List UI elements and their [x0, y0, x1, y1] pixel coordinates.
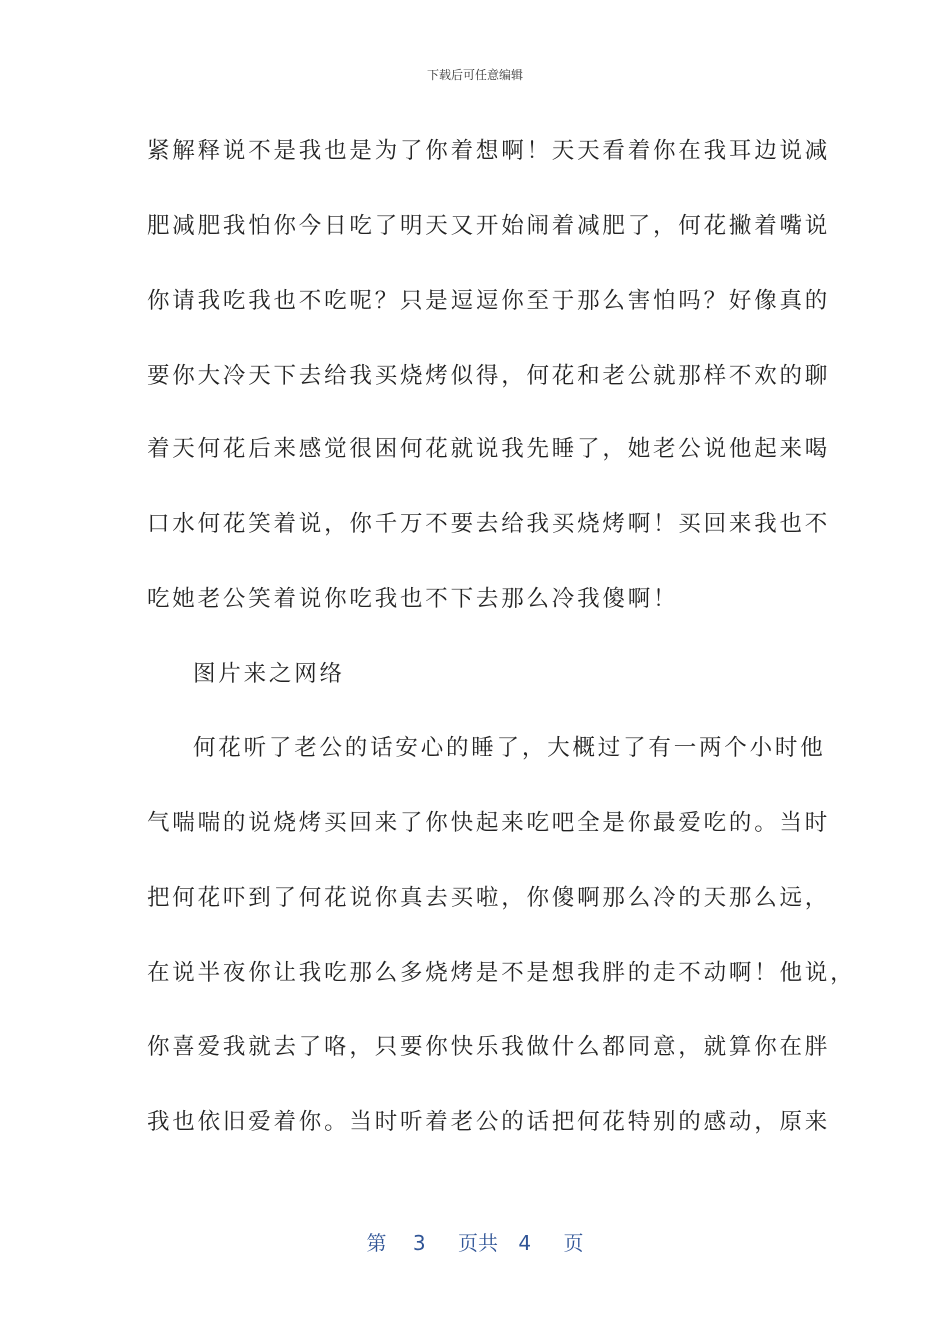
text-line: 气喘喘的说烧烤买回来了你快起来吃吧全是你最爱吃的。当时 [147, 810, 831, 836]
text-line: 我也依旧爱着你。当时听着老公的话把何花特别的感动，原来 [147, 1109, 831, 1135]
page-mid-label: 页共 [458, 1231, 498, 1255]
text-line: 你喜爱我就去了咯，只要你快乐我做什么都同意，就算你在胖 [147, 1034, 831, 1060]
image-caption: 图片来之网络 [193, 661, 345, 687]
text-line: 肥减肥我怕你今日吃了明天又开始闹着减肥了，何花撇着嘴说 [147, 213, 831, 239]
text-line: 你请我吃我也不吃呢？只是逗逗你至于那么害怕吗？好像真的 [147, 288, 831, 314]
page-header: 下载后可任意编辑 [426, 68, 523, 82]
current-page-number: 3 [412, 1231, 426, 1255]
page-prefix: 第 [366, 1231, 387, 1255]
paragraph-first-line: 何花听了老公的话安心的睡了，大概过了有一两个小时他 [193, 735, 826, 761]
text-line: 着天何花后来感觉很困何花就说我先睡了，她老公说他起来喝 [147, 436, 831, 462]
text-line: 紧解释说不是我也是为了你着想啊！天天看着你在我耳边说减 [147, 138, 831, 164]
text-line: 把何花吓到了何花说你真去买啦，你傻啊那么冷的天那么远， [147, 885, 831, 911]
page-footer [0, 1227, 950, 1256]
text-line: 吃她老公笑着说你吃我也不下去那么冷我傻啊！ [147, 586, 679, 612]
text-line: 在说半夜你让我吃那么多烧烤是不是想我胖的走不动啊！他说， [147, 960, 856, 986]
text-line: 要你大冷天下去给我买烧烤似得，何花和老公就那样不欢的聊 [147, 363, 831, 389]
total-pages-number: 4 [518, 1231, 532, 1255]
page-suffix: 页 [563, 1231, 584, 1255]
text-line: 口水何花笑着说，你千万不要去给我买烧烤啊！买回来我也不 [147, 511, 831, 537]
